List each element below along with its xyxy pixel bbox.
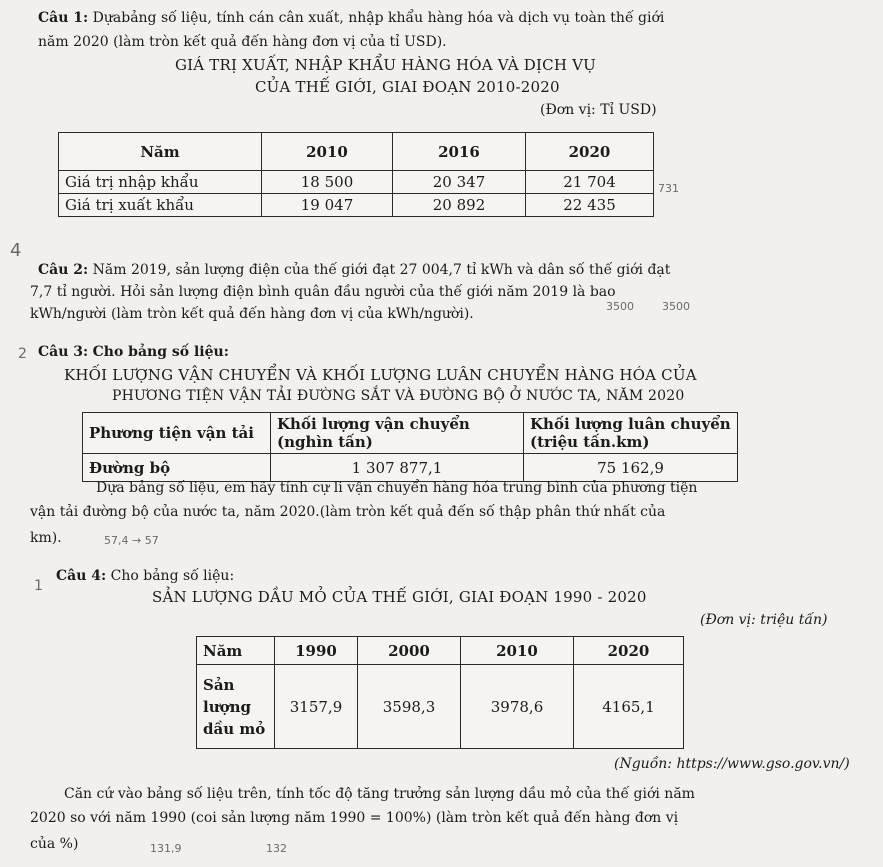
q1-handwritten-note: 731	[658, 182, 679, 195]
q2-label: Câu 2:	[38, 262, 89, 278]
q4-val-2010: 3978,6	[461, 665, 574, 749]
q4-th-2020: 2020	[574, 637, 684, 665]
q3-handwritten-note: 57,4 → 57	[104, 534, 159, 547]
q4-label: Câu 4:	[56, 568, 107, 584]
q3-th-volume: Khối lượng vận chuyển (nghìn tấn)	[271, 413, 524, 454]
q4-source: (Nguồn: https://www.gso.gov.vn/)	[614, 756, 850, 772]
q3-th-vehicle: Phương tiện vận tải	[83, 413, 271, 454]
q2-line1	[38, 262, 670, 278]
q1-row1-label: Giá trị nhập khẩu	[59, 171, 262, 194]
q1-row2-2020: 22 435	[526, 194, 654, 217]
q2-note-2: 3500	[662, 300, 690, 313]
q3-margin-mark: 2	[18, 346, 27, 362]
q3-intro: Cho bảng số liệu:	[92, 344, 229, 360]
q4-val-1990: 3157,9	[275, 665, 358, 749]
q4-margin-mark: 1	[34, 578, 43, 594]
q3-question-3: km).	[30, 530, 62, 546]
q1-row2-label: Giá trị xuất khẩu	[59, 194, 262, 217]
q4-table-title: SẢN LƯỢNG DẦU MỎ CỦA THẾ GIỚI, GIAI ĐOẠN 1990 - 2020	[152, 588, 647, 606]
q1-th-2020: 2020	[526, 133, 654, 171]
q4-line-intro	[56, 568, 234, 584]
q4-row-label: Sản lượng dầu mỏ	[197, 665, 275, 749]
q1-text-1: Dựabảng số liệu, tính cán cân xuất, nhập khẩu hàng hóa và dịch vụ toàn thế giới	[92, 10, 665, 26]
q1-table-title-2: CỦA THẾ GIỚI, GIAI ĐOẠN 2010-2020	[255, 78, 560, 96]
q3-table	[82, 412, 738, 482]
q4-unit: (Đơn vị: triệu tấn)	[700, 612, 828, 628]
q3-question-2: vận tải đường bộ của nước ta, năm 2020.(làm tròn kết quả đến số thập phân thứ nhất của	[30, 504, 666, 520]
q4-th-2010: 2010	[461, 637, 574, 665]
q1-row2-2016: 20 892	[393, 194, 526, 217]
q1-table-title-1: GIÁ TRỊ XUẤT, NHẬP KHẨU HÀNG HÓA VÀ DỊCH VỤ	[175, 56, 596, 74]
q1-th-year: Năm	[59, 133, 262, 171]
q4-handwritten-note-2: 132	[266, 842, 287, 855]
q1-line1	[38, 10, 664, 26]
q1-th-2010: 2010	[262, 133, 393, 171]
q4-question-3: của %)	[30, 836, 79, 852]
q1-th-2016: 2016	[393, 133, 526, 171]
q2-text-1: Năm 2019, sản lượng điện của thế giới đạt 27 004,7 tỉ kWh và dân số thế giới đạt	[92, 262, 671, 278]
q4-th-1990: 1990	[275, 637, 358, 665]
q4-th-year: Năm	[197, 637, 275, 665]
q1-row1-2020: 21 704	[526, 171, 654, 194]
q1-row1-2016: 20 347	[393, 171, 526, 194]
q1-table	[58, 132, 654, 217]
q4-question-2: 2020 so với năm 1990 (coi sản lượng năm 1990 = 100%) (làm tròn kết quả đến hàng đơn vị	[30, 810, 679, 826]
q2-line2: 7,7 tỉ người. Hỏi sản lượng điện bình quân đầu người của thế giới năm 2019 là bao	[30, 284, 616, 300]
q3-table-title-1: KHỐI LƯỢNG VẬN CHUYỂN VÀ KHỐI LƯỢNG LUÂN CHUYỂN HÀNG HÓA CỦA	[64, 366, 697, 384]
q3-row-label: Đường bộ	[83, 454, 271, 482]
q2-line3: kWh/người (làm tròn kết quả đến hàng đơn vị của kWh/người).	[30, 306, 474, 322]
q3-th-turnover: Khối lượng luân chuyển (triệu tấn.km)	[524, 413, 738, 454]
q1-row1-2010: 18 500	[262, 171, 393, 194]
q3-label: Câu 3:	[38, 344, 89, 360]
q3-table-title-2: PHƯƠNG TIỆN VẬN TẢI ĐƯỜNG SẮT VÀ ĐƯỜNG BỘ Ở NƯỚC TA, NĂM 2020	[112, 388, 685, 404]
q4-table	[196, 636, 684, 749]
q4-val-2020: 4165,1	[574, 665, 684, 749]
q4-th-2000: 2000	[358, 637, 461, 665]
q1-line2: năm 2020 (làm tròn kết quả đến hàng đơn vị của tỉ USD).	[38, 34, 447, 50]
q2-note-1: 3500	[606, 300, 634, 313]
q1-unit: (Đơn vị: Tỉ USD)	[540, 102, 657, 118]
q3-question-1: Dựa bảng số liệu, em hãy tính cự li vận chuyển hàng hóa trung bình của phương tiện	[96, 480, 698, 496]
q4-val-2000: 3598,3	[358, 665, 461, 749]
q1-label: Câu 1:	[38, 10, 89, 26]
q3-row-volume: 1 307 877,1	[271, 454, 524, 482]
q2-margin-mark: 4	[10, 240, 22, 261]
q3-line-intro	[38, 344, 229, 360]
q4-intro: Cho bảng số liệu:	[110, 568, 235, 584]
q4-question-1: Căn cứ vào bảng số liệu trên, tính tốc độ tăng trưởng sản lượng dầu mỏ của thế giới năm	[64, 786, 695, 802]
q4-handwritten-note-1: 131,9	[150, 842, 182, 855]
q1-row2-2010: 19 047	[262, 194, 393, 217]
q3-row-turnover: 75 162,9	[524, 454, 738, 482]
